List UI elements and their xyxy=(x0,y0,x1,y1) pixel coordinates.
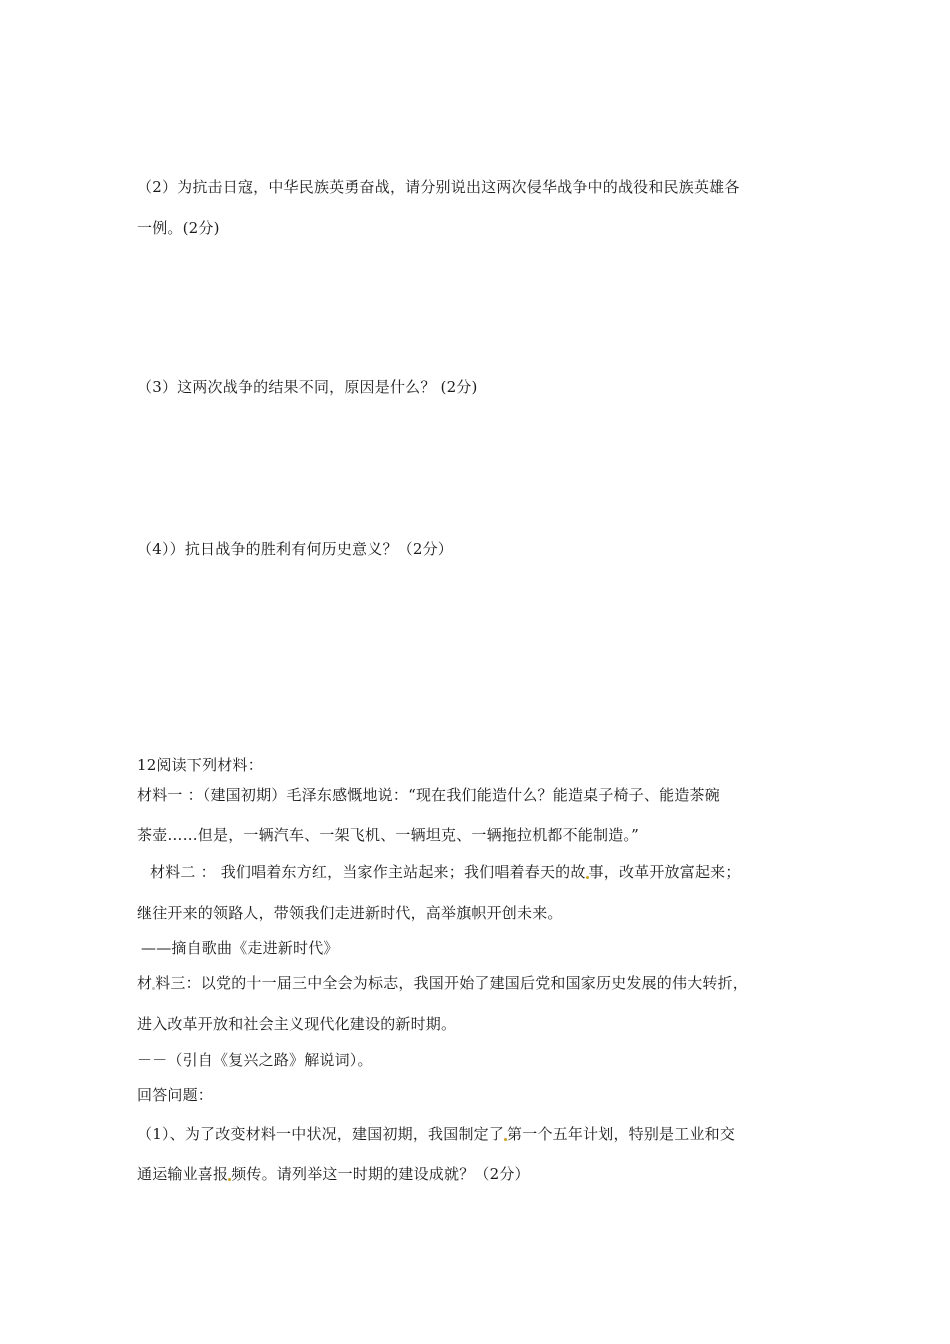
q12-title: 12阅读下列材料： xyxy=(137,756,263,774)
sub1-line2 xyxy=(137,1164,530,1184)
answer-prompt: 回答问题： xyxy=(137,1086,214,1104)
sub1-line1-part-a: （1）、为了改变材料一中状况，建国初期，我国制定了 xyxy=(137,1125,505,1143)
material2-source: ——摘自歌曲《走进新时代》 xyxy=(141,939,339,957)
q4-text: （4））抗日战争的胜利有何历史意义？（2分） xyxy=(137,540,453,558)
q2-line2: 一例。(2分) xyxy=(137,219,220,237)
q3-text: （3）这两次战争的结果不同，原因是什么？ (2分) xyxy=(137,378,478,396)
material3-line1-part-a: 材 xyxy=(137,974,153,992)
material3-line1 xyxy=(137,973,748,993)
sub1-line2-part-a: 通运输业喜报 xyxy=(137,1165,229,1183)
sub1-line1-part-b: 第一个五年计划，特别是工业和交 xyxy=(507,1125,736,1143)
material3-line2: 进入改革开放和社会主义现代化建设的新时期。 xyxy=(137,1015,457,1033)
material1-line1: 材料一 ：（建国初期）毛泽东感慨地说：“现在我们能造什么？能造桌子椅子、能造茶碗 xyxy=(137,786,720,804)
q2-line1: （2）为抗击日寇，中华民族英勇奋战，请分别说出这两次侵华战争中的战役和民族英雄各 xyxy=(137,178,740,196)
material3-line1-part-b: 料三：以党的十一届三中全会为标志，我国开始了建国后党和国家历史发展的伟大转折， xyxy=(155,974,749,992)
material1-line2: 茶壶……但是，一辆汽车、一架飞机、一辆坦克、一辆拖拉机都不能制造。” xyxy=(137,826,639,844)
material2-line1-part-b: 事，改革开放富起来； xyxy=(588,863,741,881)
material2-line2: 继往开来的领路人，带领我们走进新时代，高举旗帜开创未来。 xyxy=(137,904,563,922)
material2-line1 xyxy=(150,862,741,882)
material2-line1-part-a: 材料二 ： 我们唱着东方红，当家作主站起来；我们唱着春天的故 xyxy=(150,863,586,881)
material3-source: －－（引自《复兴之路》解说词）。 xyxy=(137,1051,373,1069)
sub1-line2-part-b: 频传。请列举这一时期的建设成就？（2分） xyxy=(231,1165,530,1183)
sub1-line1 xyxy=(137,1124,735,1144)
